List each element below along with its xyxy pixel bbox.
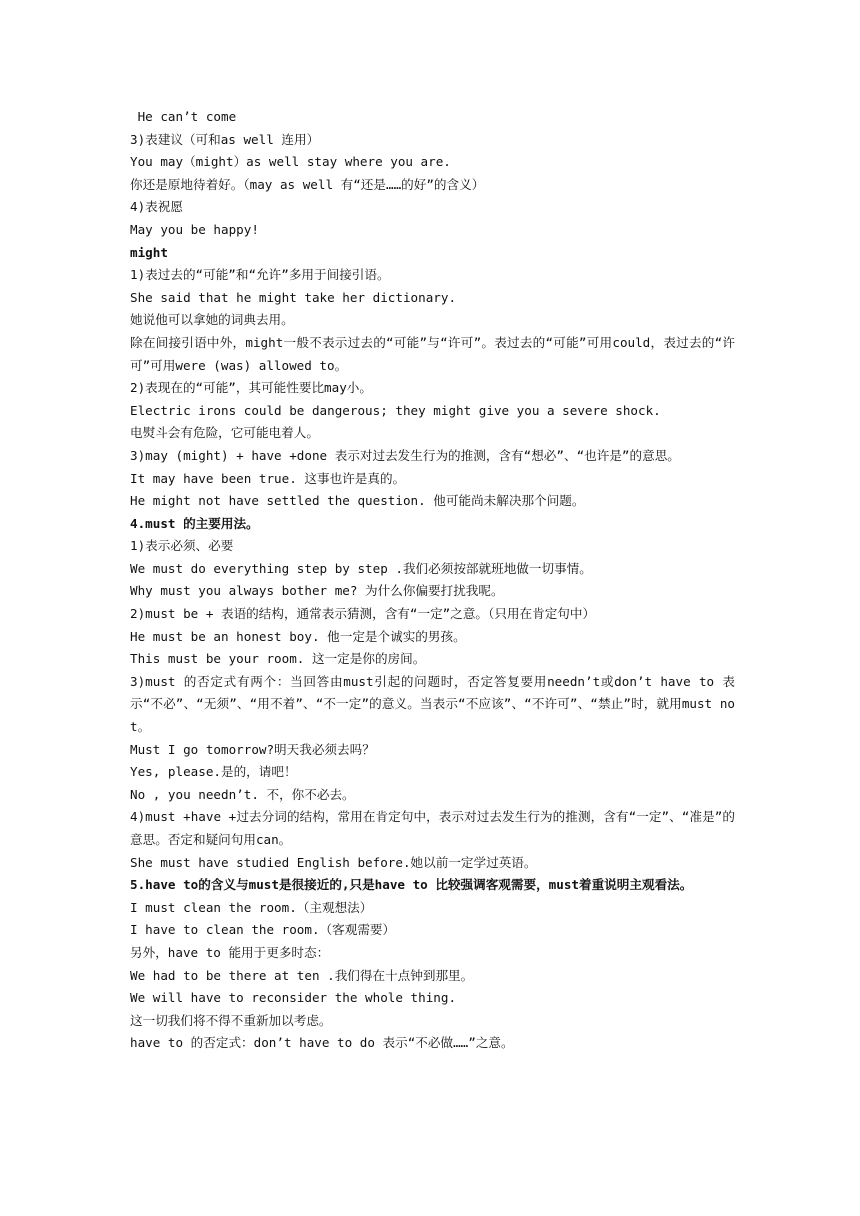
text-line: I have to clean the room.（客观需要） xyxy=(130,922,396,938)
text-line: 这一切我们将不得不重新加以考虑。 xyxy=(130,1012,332,1028)
text-line: 3)must 的否定式有两个：当回答由must引起的问题时，否定答复要用needn’t或don’t have to 表示“不必”、“无须”、“用不着”、“不一定”的意义。当表示“不应该”、“不许可”、“禁止”时，就用must not。 xyxy=(130,673,735,735)
text-line: 4)表祝愿 xyxy=(130,199,183,215)
document-body xyxy=(130,106,735,1055)
text-line: 2)must be + 表语的结构，通常表示猜测，含有“一定”之意。（只用在肯定句中） xyxy=(130,606,596,622)
text-line: 2)表现在的“可能”，其可能性要比may小。 xyxy=(130,380,372,396)
text-line: We must do everything step by step .我们必须按部就班地做一切事情。 xyxy=(130,560,592,576)
text-line: He might not have settled the question. 他可能尚未解决那个问题。 xyxy=(130,493,585,509)
text-line: 3)may (might) + have +done 表示对过去发生行为的推测，含有“想必”、“也许是”的意思。 xyxy=(130,447,680,463)
text-line: 电熨斗会有危险，它可能电着人。 xyxy=(130,425,319,441)
text-line: May you be happy! xyxy=(130,221,259,237)
text-line: 3)表建议（可和as well 连用） xyxy=(130,131,320,147)
text-line: Must I go tomorrow?明天我必须去吗？ xyxy=(130,741,375,757)
text-line: We will have to reconsider the whole thing. xyxy=(130,990,457,1006)
text-line: This must be your room. 这一定是你的房间。 xyxy=(130,651,426,667)
text-line: No , you needn’t. 不，你不必去。 xyxy=(130,786,355,802)
text-line: I must clean the room.（主观想法） xyxy=(130,899,373,915)
text-line: Electric irons could be dangerous; they might give you a severe shock. xyxy=(130,402,661,418)
text-line: 你还是原地待着好。（may as well 有“还是……的好”的含义） xyxy=(130,176,485,192)
text-line: 她说他可以拿她的词典去用。 xyxy=(130,312,294,328)
text-line: We had to be there at ten .我们得在十点钟到那里。 xyxy=(130,967,474,983)
section-heading: might xyxy=(130,244,168,260)
section-heading: 4.must 的主要用法。 xyxy=(130,515,259,531)
text-line: You may（might）as well stay where you are. xyxy=(130,154,451,170)
text-line: 另外，have to 能用于更多时态： xyxy=(130,944,330,960)
text-line: 1)表示必须、必要 xyxy=(130,538,234,554)
text-line: 4)must +have +过去分词的结构，常用在肯定句中，表示对过去发生行为的推测，含有“一定”、“准是”的意思。否定和疑问句用can。 xyxy=(130,809,735,847)
text-line: He can’t come xyxy=(130,109,237,124)
text-line: 除在间接引语中外，might一般不表示过去的“可能”与“许可”。表过去的“可能”可用could，表过去的“许可”可用were (was) allowed to。 xyxy=(130,334,735,373)
text-line: have to 的否定式：don’t have to do 表示“不必做……”之意。 xyxy=(130,1035,514,1051)
text-line: She must have studied English before.她以前一定学过英语。 xyxy=(130,854,537,870)
text-line: It may have been true. 这事也许是真的。 xyxy=(130,470,406,486)
text-line: 1)表过去的“可能”和“允许”多用于间接引语。 xyxy=(130,267,390,283)
text-line: Yes, please.是的，请吧！ xyxy=(130,764,297,780)
text-line: She said that he might take her dictionary. xyxy=(130,289,457,305)
text-line: He must be an honest boy. 他一定是个诚实的男孩。 xyxy=(130,628,466,644)
text-line: Why must you always bother me? 为什么你偏要打扰我呢。 xyxy=(130,583,504,599)
section-heading: 5.have to的含义与must是很接近的,只是have to 比较强调客观需要，must着重说明主观看法。 xyxy=(130,877,693,893)
